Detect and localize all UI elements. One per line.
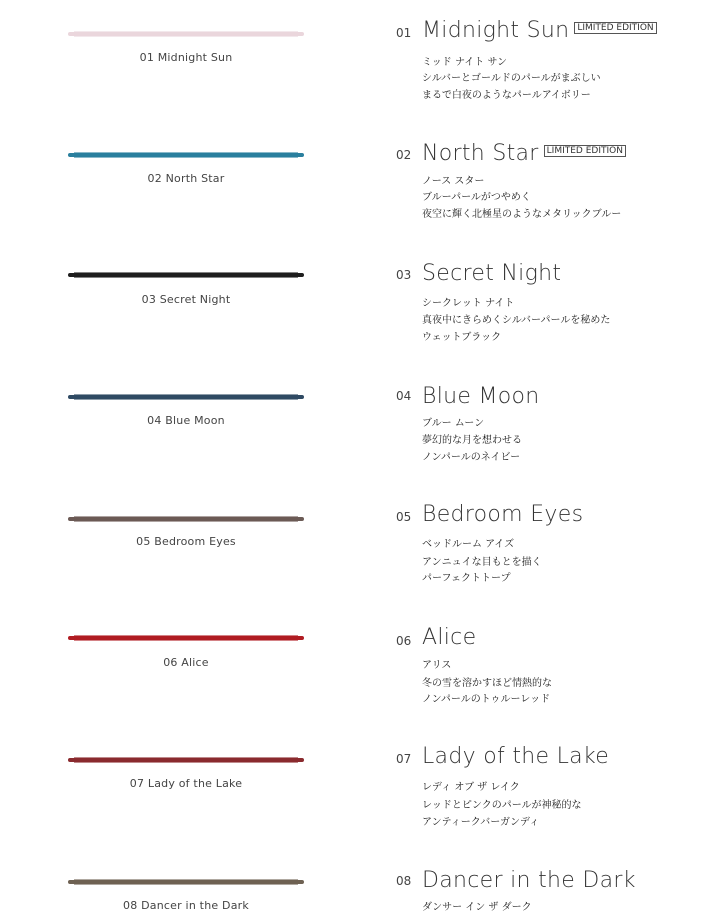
product-row-lady-of-the-lake <box>0 726 719 847</box>
product-number: 02 <box>396 148 412 162</box>
product-kana: ノース スター <box>422 176 485 187</box>
product-row-blue-moon <box>0 363 719 484</box>
product-name: Lady of the Lake <box>422 744 610 769</box>
swatch-area <box>66 121 306 242</box>
color-swatch <box>68 758 304 762</box>
product-description-line-2: 夜空に輝く北極星のようなメタリックブルー <box>422 209 622 220</box>
product-row-north-star <box>0 121 719 242</box>
product-number: 05 <box>396 510 412 524</box>
product-number: 04 <box>396 389 412 403</box>
product-row-alice <box>0 605 719 726</box>
product-name: Alice <box>422 625 477 650</box>
product-name: Secret Night <box>422 261 562 286</box>
swatch-area <box>66 484 306 605</box>
product-number: 08 <box>396 874 412 888</box>
product-number: 07 <box>396 752 412 766</box>
limited-edition-badge: LIMITED EDITION <box>574 22 656 34</box>
color-swatch <box>68 153 304 157</box>
product-description-line-2: ウェットブラック <box>422 332 502 343</box>
product-description-line-2: まるで白夜のようなパールアイボリー <box>422 90 591 101</box>
product-description-line-1: シルバーとゴールドのパールがまぶしい <box>422 73 601 84</box>
product-name: Dancer in the Dark <box>422 868 636 893</box>
title-line <box>422 384 540 409</box>
title-line <box>422 625 476 650</box>
product-description-line-2: パーフェクトトープ <box>422 573 511 584</box>
color-swatch <box>68 517 304 521</box>
product-number: 06 <box>396 634 412 648</box>
product-kana: ベッドルーム アイズ <box>422 539 515 550</box>
swatch-area <box>66 605 306 726</box>
title-line <box>422 868 636 893</box>
product-description-line-1: ブルーパールがつやめく <box>422 192 531 203</box>
product-row-midnight-sun <box>0 0 719 121</box>
product-kana: ダンサー イン ザ ダーク <box>422 902 532 913</box>
product-description-line-1: レッドとピンクのパールが神秘的な <box>422 800 582 811</box>
product-name: Bedroom Eyes <box>422 502 584 527</box>
product-description-line-1: アンニュイな目もとを描く <box>422 557 542 568</box>
product-kana: シークレット ナイト <box>422 298 515 309</box>
swatch-caption: 04 Blue Moon <box>147 414 225 427</box>
product-description-line-1: 真夜中にきらめくシルバーパールを秘めた <box>422 315 611 326</box>
swatch-caption: 06 Alice <box>163 656 209 669</box>
product-description-line-1: 冬の雪を溶かすほど情熱的な <box>422 678 552 689</box>
swatch-area <box>66 242 306 363</box>
swatch-caption: 07 Lady of the Lake <box>129 777 243 790</box>
swatch-area <box>66 726 306 847</box>
product-row-bedroom-eyes <box>0 484 719 605</box>
product-kana: ブルー ムーン <box>422 418 485 429</box>
product-description-line-2: ノンパールのトゥルーレッド <box>422 694 551 705</box>
product-row-secret-night <box>0 242 719 363</box>
color-swatch <box>68 636 304 640</box>
swatch-caption: 02 North Star <box>147 172 225 185</box>
title-line <box>422 744 609 769</box>
limited-edition-badge: LIMITED EDITION <box>544 145 626 157</box>
color-swatch <box>68 32 304 36</box>
product-description-line-2: ノンパールのネイビー <box>422 452 521 463</box>
swatch-area <box>66 363 306 484</box>
product-kana: ミッド ナイト サン <box>422 57 507 68</box>
title-line <box>422 502 583 527</box>
title-line <box>422 18 657 43</box>
title-line <box>422 261 561 286</box>
swatch-area <box>66 0 306 121</box>
product-name: Midnight Sun <box>422 18 570 43</box>
product-kana: アリス <box>422 660 452 671</box>
swatch-caption: 08 Dancer in the Dark <box>123 899 249 912</box>
product-number: 01 <box>396 26 412 40</box>
product-kana: レディ オブ ザ レイク <box>422 782 520 793</box>
swatch-caption: 01 Midnight Sun <box>139 51 233 64</box>
color-swatch <box>68 395 304 399</box>
swatch-caption: 03 Secret Night <box>141 293 231 306</box>
swatch-area <box>66 847 306 918</box>
product-row-dancer-in-the-dark <box>0 847 719 918</box>
product-number: 03 <box>396 268 412 282</box>
title-line <box>422 141 626 166</box>
product-description-line-2: アンティークバーガンディ <box>422 817 540 828</box>
color-swatch <box>68 273 304 277</box>
product-name: Blue Moon <box>422 384 540 409</box>
product-name: North Star <box>422 141 539 166</box>
swatch-caption: 05 Bedroom Eyes <box>136 535 236 548</box>
product-description-line-1: 夢幻的な月を想わせる <box>422 435 522 446</box>
color-swatch <box>68 880 304 884</box>
